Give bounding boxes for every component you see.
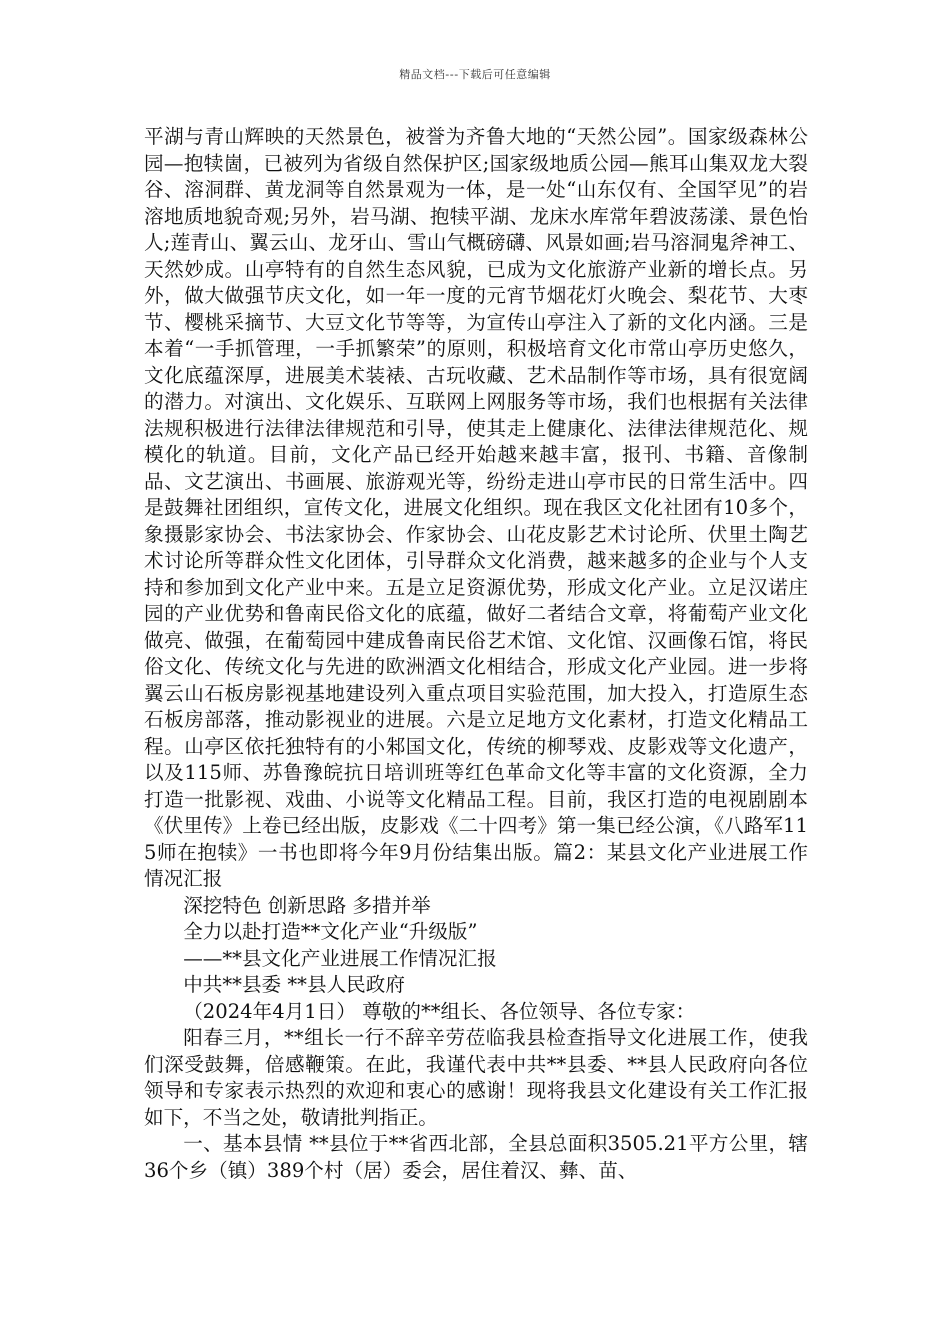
report-subtitle-3: ——**县文化产业进展工作情况汇报 [183,946,497,970]
report-date-salutation: （2024年4月1日） 尊敬的**组长、各位领导、各位专家： [183,999,696,1023]
report-subtitle-1: 深挖特色 创新思路 多措并举 [183,893,431,917]
page-header: 精品文档---下载后可任意编辑 [399,68,551,81]
paragraph-county-profile: 一、基本县情 **县位于**省西北部，全县总面积3505.21平方公里，辖36个乡（镇）389个村（居）委会，居住着汉、彝、苗、 [144,1132,808,1182]
report-subtitle-2: 全力以赴打造**文化产业“升级版” [183,920,478,943]
paragraph-culture-industry: 平湖与青山辉映的天然景色，被誉为齐鲁大地的“天然公园”。国家级森林公园—抱犊崮，已被列为省级自然保护区;国家级地质公园—熊耳山集双龙大裂谷、溶洞群、黄龙洞等自然景观为一体，是一处“山东仅有、全国罕见”的岩溶地质地貌奇观;另外，岩马湖、抱犊平湖、龙床水库常年碧波荡漾、景色怡人;莲青山、翼云山、龙牙山、雪山气概磅礴、风景如画;岩马溶洞鬼斧神工、天然妙成。山亭特有的自然生态风貌，已成为文化旅游产业新的增长点。另外，做大做强节庆文化，如一年一度的元宵节烟花灯火晚会、梨花节、大枣节、樱桃采摘节、大豆文化节等等，为宣传山亭注入了新的文化内涵。三是本着“一手抓管理，一手抓繁荣”的原则，积极培育文化市常山亭历史悠久，文化底蕴深厚，进展美术装裱、古玩收藏、艺术品制作等市场，具有很宽阔的潜力。对演出、文化娱乐、互联网上网服务等市场，我们也根据有关法律法规积极进行法律法律规范和引导，使其走上健康化、法律法律规范化、规模化的轨道。目前，文化产品已经开始越来越丰富，报刊、书籍、音像制品、文艺演出、书画展、旅游观光等，纷纷走进山亭市民的日常生活中。四是鼓舞社团组织，宣传文化，进展文化组织。现在我区文化社团有10多个，象摄影家协会、书法家协会、作家协会、山花皮影艺术讨论所、伏里土陶艺术讨论所等群众性文化团体，引导群众文化消费，越来越多的企业与个人支持和参加到文化产业中来。五是立足资源优势，形成文化产业。立足汉诺庄园的产业优势和鲁南民俗文化的底蕴，做好二者结合文章，将葡萄产业文化做亮、做强，在葡萄园中建成鲁南民俗艺术馆、文化馆、汉画像石馆，将民俗文化、传统文化与先进的欧洲酒文化相结合，形成文化产业园。进一步将翼云山石板房影视基地建设列入重点项目实验范围，加大投入，打造原生态石板房部落，推动影视业的进展。六是立足地方文化素材，打造文化精品工程。山亭区依托独特有的小邾国文化，传统的柳琴戏、皮影戏等文化遗产，以及115师、苏鲁豫皖抗日培训班等红色革命文化等丰富的文化资源，全力打造一批影视、戏曲、小说等文化精品工程。目前，我区打造的电视剧剧本《伏里传》上卷已经出版，皮影戏《二十四考》第一集已经公演，《八路军115师在抱犊》一书也即将今年9月份结集出版。篇2：某县文化产业进展工作情况汇报 [144,125,808,890]
paragraph-welcome: 阳春三月，**组长一行不辞辛劳莅临我县检查指导文化进展工作，使我们深受鼓舞，倍感鞭策。在此，我谨代表中共**县委、**县人民政府向各位领导和专家表示热烈的欢迎和衷心的感谢！现将我县文化建设有关工作汇报如下，不当之处，敬请批判指正。 [144,1026,808,1129]
document-body [144,124,808,1184]
report-author: 中共**县委 **县人民政府 [183,973,405,996]
